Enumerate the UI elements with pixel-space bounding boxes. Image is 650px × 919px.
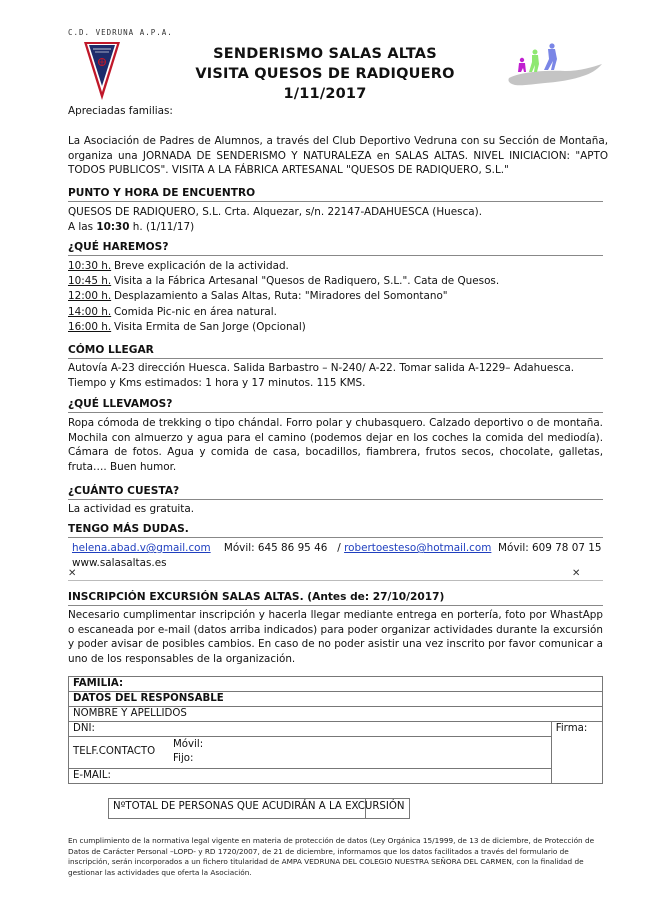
schedule-item bbox=[68, 274, 499, 289]
schedule-list bbox=[68, 259, 499, 335]
meeting-address: QUESOS DE RADIQUERO, S.L. Crta. Alquezar, s/n. 22147-ADAHUESCA (Huesca). bbox=[68, 206, 483, 218]
email-label: E-MAIL: bbox=[73, 770, 111, 781]
familia-field[interactable] bbox=[69, 677, 603, 692]
schedule-item bbox=[68, 289, 499, 304]
registration-heading: INSCRIPCIÓN EXCURSIÓN SALAS ALTAS. (Antes de: 27/10/2017) bbox=[68, 590, 603, 606]
scissor-right-icon: ✕ bbox=[572, 568, 581, 579]
directions-route: Autovía A-23 dirección Huesca. Salida Barbastro – N-240/ A-22. Tomar salida A-1229– Adahuesca. bbox=[68, 362, 575, 374]
schedule-time: 10:30 h. bbox=[68, 260, 112, 272]
legal-notice: En cumplimiento de la normativa legal vigente en materia de protección de datos (Ley Orgánica 15/1999, de 13 de diciembre, de Protección de Datos de Carácter Personal –LOPD- y RD 1720/2007, de 21 de diciembre, informamos que los datos facilitados a través del formulario de inscripción, serán incorporados a un fichero titularidad de AMPA VEDRUNA DEL COLEGIO NUESTRA SEÑORA DEL CARMEN, con la finalidad de gestionar las actividades que oferta la Asociación. bbox=[68, 836, 595, 877]
phone-helena: Móvil: 645 86 95 46 bbox=[223, 542, 328, 554]
dni-label: DNI: bbox=[73, 723, 95, 734]
cut-line bbox=[68, 580, 603, 581]
schedule-text: Visita Ermita de San Jorge (Opcional) bbox=[114, 320, 306, 333]
scissor-left-icon: ✕ bbox=[68, 568, 77, 579]
total-persons-box bbox=[108, 798, 410, 819]
nombre-label: NOMBRE Y APELLIDOS bbox=[73, 708, 187, 719]
contact-separator: / bbox=[337, 542, 341, 554]
page-title-line2: VISITA QUESOS DE RADIQUERO bbox=[195, 66, 455, 82]
registration-text: Necesario cumplimentar inscripción y hacerla llegar mediante entrega en portería, foto por WhastApp o escaneada por e-mail (datos arriba indicados) para poder organizar actividades durante la excursión y poder avisar de posibles cambios. En caso de no poder asistir una vez inscrito por favor comunicar a uno de los responsables de la organización. bbox=[68, 609, 603, 665]
directions-time-distance: Tiempo y Kms estimados: 1 hora y 17 minutos. 115 KMS. bbox=[68, 377, 366, 389]
email-link-roberto[interactable]: robertoesteso@hotmail.com bbox=[344, 542, 492, 554]
meeting-time bbox=[68, 220, 194, 235]
phone-roberto: Móvil: 609 78 07 15 bbox=[498, 542, 602, 554]
schedule-text: Breve explicación de la actividad. bbox=[114, 260, 289, 272]
email-link-helena[interactable]: helena.abad.v@gmail.com bbox=[72, 542, 211, 554]
registration-form bbox=[68, 676, 603, 784]
familia-label: FAMILIA: bbox=[73, 678, 124, 689]
hikers-silhouette-logo-icon bbox=[505, 42, 605, 92]
schedule-item bbox=[68, 320, 499, 335]
intro-paragraph: La Asociación de Padres de Alumnos, a través del Club Deportivo Vedruna con su Sección de Montaña, organiza una JORNADA DE SENDERISMO Y NATURALEZA en SALAS ALTAS. NIVEL INICIACION: "APTO TODOS PUBLICOS". VISITA A LA FÁBRICA ARTESANAL "QUESOS DE RADIQUERO, S.L." bbox=[68, 135, 608, 177]
dni-field[interactable] bbox=[69, 722, 552, 737]
nombre-field[interactable] bbox=[69, 707, 603, 722]
page-title-line1: SENDERISMO SALAS ALTAS bbox=[213, 46, 437, 62]
total-persons-label: NºTOTAL DE PERSONAS QUE ACUDIRÁN A LA EXCURSIÓN bbox=[109, 799, 366, 818]
schedule-text: Comida Pic-nic en área natural. bbox=[114, 305, 277, 318]
schedule-time: 10:45 h. bbox=[68, 275, 112, 288]
cost-heading: ¿CUÁNTO CUESTA? bbox=[68, 484, 603, 500]
directions-heading: CÓMO LLEGAR bbox=[68, 343, 603, 359]
telefono-field[interactable] bbox=[69, 737, 552, 769]
greeting: Apreciadas familias: bbox=[68, 105, 173, 117]
meeting-time-value: 10:30 bbox=[96, 221, 130, 233]
meeting-time-prefix: A las bbox=[68, 221, 97, 233]
page-title-date: 1/11/2017 bbox=[283, 86, 367, 102]
plan-heading: ¿QUÉ HAREMOS? bbox=[68, 240, 603, 256]
meeting-time-suffix: h. (1/11/17) bbox=[129, 221, 195, 233]
vedruna-pennant-logo-icon bbox=[84, 42, 120, 100]
email-field[interactable] bbox=[69, 769, 552, 784]
firma-label: Firma: bbox=[555, 723, 588, 734]
contact-line bbox=[72, 541, 601, 556]
total-persons-input[interactable] bbox=[366, 799, 409, 818]
fijo-label: Fijo: bbox=[173, 753, 194, 764]
telefono-label: TELF.CONTACTO bbox=[73, 746, 156, 757]
movil-field[interactable] bbox=[173, 738, 203, 752]
website: www.salasaltas.es bbox=[72, 557, 167, 569]
firma-field[interactable] bbox=[551, 722, 602, 784]
fijo-field[interactable] bbox=[173, 752, 203, 766]
club-name: C.D. VEDRUNA A.P.A. bbox=[68, 28, 173, 37]
meeting-heading: PUNTO Y HORA DE ENCUENTRO bbox=[68, 186, 603, 202]
schedule-time: 16:00 h. bbox=[68, 320, 112, 333]
schedule-text: Desplazamiento a Salas Altas, Ruta: "Miradores del Somontano" bbox=[114, 290, 448, 303]
schedule-item bbox=[68, 259, 499, 274]
schedule-item bbox=[68, 305, 499, 320]
bring-heading: ¿QUÉ LLEVAMOS? bbox=[68, 397, 603, 413]
cost-text: La actividad es gratuita. bbox=[68, 503, 195, 515]
schedule-time: 14:00 h. bbox=[68, 305, 112, 318]
schedule-text: Visita a la Fábrica Artesanal "Quesos de Radiquero, S.L.". Cata de Quesos. bbox=[114, 275, 500, 288]
movil-label: Móvil: bbox=[173, 739, 204, 750]
bring-text: Ropa cómoda de trekking o tipo chándal. Forro polar y chubasquero. Calzado deportivo o de montaña. Mochila con almuerzo y agua para el camino (podemos dejar en los coches la comida del mediodía). Cámara de fotos. Agua y comida de casa, bocadillos, fiambrera, frutos secos, chocolate, galletas, fruta…. Buen humor. bbox=[68, 417, 603, 473]
responsable-section-label: DATOS DEL RESPONSABLE bbox=[69, 692, 603, 707]
schedule-time: 12:00 h. bbox=[68, 290, 112, 303]
contact-heading: TENGO MÁS DUDAS. bbox=[68, 522, 603, 538]
